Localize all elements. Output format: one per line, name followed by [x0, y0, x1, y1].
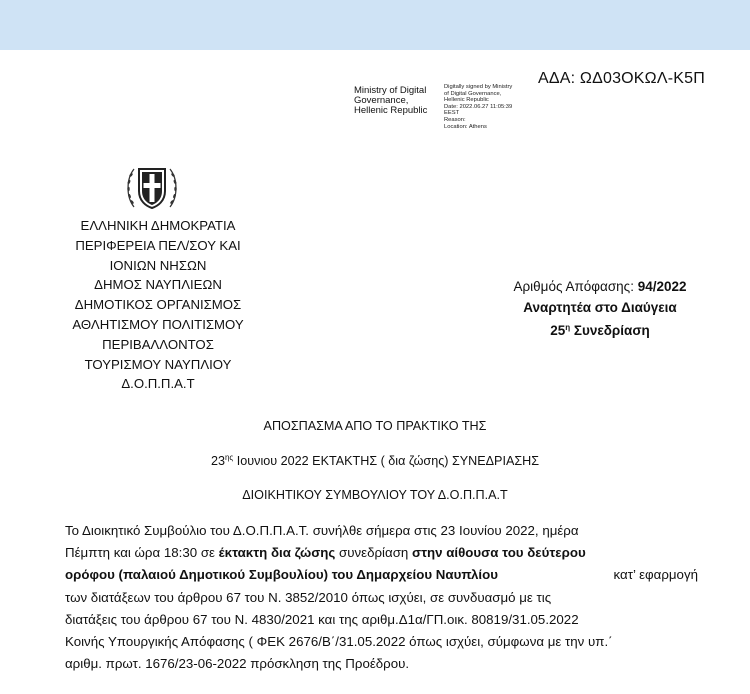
bold-run: ορόφου (παλαιού Δημοτικού Συμβουλίου) του Δημαρχείου Ναυπλίου [65, 567, 498, 583]
paragraph-line [65, 631, 698, 653]
signer-line: Governance, [354, 95, 409, 106]
session-num: 25 [550, 323, 566, 338]
paragraph-line [65, 564, 698, 586]
org-line: ΑΘΛΗΤΙΣΜΟΥ ΠΟΛΙΤΙΣΜΟΥ [72, 316, 244, 332]
paragraph-text: αριθμ. πρωτ. 1676/23-06-2022 πρόσκληση της Προέδρου. [65, 656, 410, 672]
signature-detail-line: of Digital Governance, [444, 90, 502, 97]
paragraph-text [65, 542, 586, 564]
signature-detail-line: Hellenic Republic [444, 97, 489, 104]
paragraph-text: των διατάξεων του άρθρου 67 του Ν. 3852/2010 όπως ισχύει, σε συνδυασμό με τις [65, 589, 552, 605]
paragraph-text: Το Διοικητικό Συμβούλιο του Δ.Ο.Π.Π.Α.Τ. συνήλθε σήμερα στις 23 Ιουνίου 2022, ημέρα [65, 523, 579, 538]
decision-number-line [460, 277, 740, 298]
paragraph-line [65, 609, 698, 631]
session-number [460, 318, 740, 342]
org-line: Δ.Ο.Π.Π.Α.Τ [121, 376, 195, 392]
signature-detail-line: Digitally signed by Ministry [444, 84, 513, 90]
session-date-heading [0, 453, 750, 468]
org-line: ΔΗΜΟΣ ΝΑΥΠΛΙΕΩΝ [94, 277, 222, 293]
digital-signature-details [444, 84, 512, 130]
board-heading: ΔΙΟΙΚΗΤΙΚΟΥ ΣΥΜΒΟΥΛΙΟΥ ΤΟΥ Δ.Ο.Π.Π.Α.Τ [242, 488, 508, 502]
paragraph-text: διατάξεις του άρθρου 67 του Ν. 4830/2021 και της αριθμ.Δ1α/ΓΠ.οικ. 80819/31.05.2022 [65, 611, 579, 627]
decision-number-label: Αριθμός Απόφασης: [513, 279, 638, 294]
digital-signature-signer [354, 86, 449, 116]
session-word: Συνεδρίαση [570, 323, 650, 338]
extract-heading: ΑΠΟΣΠΑΣΜΑ ΑΠΟ ΤΟ ΠΡΑΚΤΙΚΟ ΤΗΣ [263, 419, 487, 433]
paragraph-line [65, 653, 698, 675]
issuing-organization [48, 216, 268, 394]
date-num: 23 [210, 454, 225, 468]
paragraph-line [65, 542, 698, 564]
paragraph-text: Κοινής Υπουργικής Απόφασης ( ΦΕΚ 2676/Β΄/31.05.2022 όπως ισχύει, σύμφωνα με την υπ.΄ [65, 633, 613, 649]
bold-run: έκτακτη δια ζώσης [218, 545, 336, 561]
posting-note: Αναρτητέα στο Διαύγεια [523, 299, 677, 315]
hellenic-coat-of-arms-icon [124, 163, 180, 213]
org-line: ΙΟΝΙΩΝ ΝΗΣΩΝ [109, 257, 207, 273]
text-run: συνεδρίαση [335, 545, 412, 561]
text-run: Πέμπτη και ώρα 18:30 σε [65, 545, 219, 561]
paragraph-line [65, 587, 698, 609]
org-line: ΕΛΛΗΝΙΚΗ ΔΗΜΟΚΡΑΤΙΑ [80, 218, 236, 233]
top-banner [0, 0, 750, 50]
signer-line: Ministry of Digital [354, 85, 427, 96]
org-line: ΠΕΡΙΒΑΛΛΟΝΤΟΣ [102, 336, 214, 352]
signature-detail-line: Location: Athens [444, 123, 487, 130]
org-line: ΤΟΥΡΙΣΜΟΥ ΝΑΥΠΛΙΟΥ [84, 356, 232, 372]
decision-number: 94/2022 [637, 279, 687, 294]
date-ordinal: ης [224, 453, 234, 462]
org-line: ΠΕΡΙΦΕΡΕΙΑ ΠΕΛ/ΣΟΥ ΚΑΙ [75, 237, 241, 253]
decision-info [460, 277, 740, 342]
bold-run: στην αίθουσα του δεύτερου [412, 545, 586, 561]
org-line: ΔΗΜΟΤΙΚΟΣ ΟΡΓΑΝΙΣΜΟΣ [74, 297, 242, 313]
signature-detail-line: Reason: [444, 116, 466, 123]
signature-detail-line: Date: 2022.06.27 11:05:39 [444, 103, 513, 110]
session-ordinal: η [565, 323, 571, 332]
ada-code: ΑΔΑ: ΩΔ03ΟΚΩΛ-Κ5Π [538, 70, 705, 87]
paragraph-line [65, 520, 698, 542]
date-rest: Ιουνιου 2022 ΕΚΤΑΚΤΗΣ ( δια ζώσης) ΣΥΝΕΔΡΙΑΣΗΣ [233, 454, 540, 468]
minutes-paragraph [65, 520, 698, 675]
text-run: κατ’ εφαρμογή [613, 567, 698, 583]
signer-line: Hellenic Republic [354, 105, 428, 116]
signature-detail-line: EEST [444, 110, 460, 117]
